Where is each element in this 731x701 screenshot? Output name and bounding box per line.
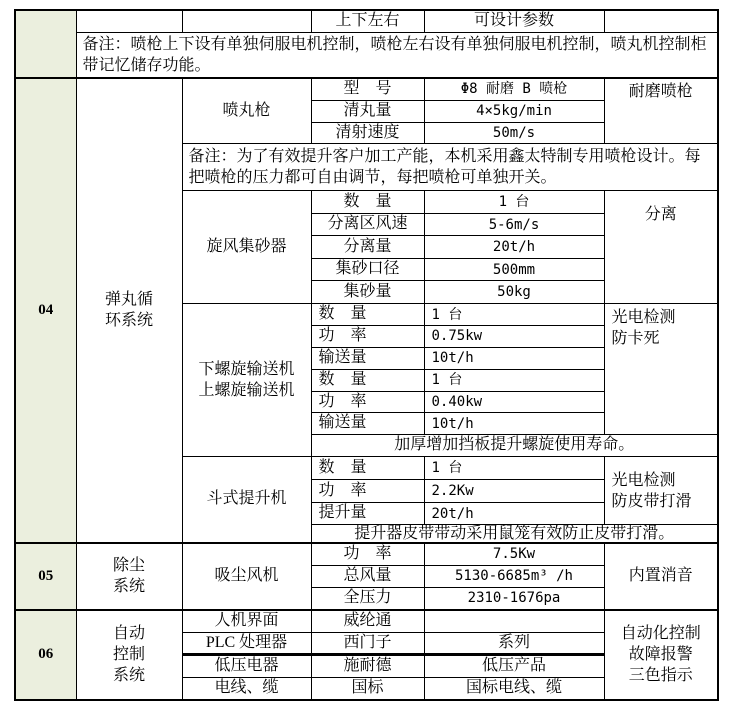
control-spec: 低压产品 [424,655,604,678]
param-label: 输送量 [311,413,424,435]
note-line: 光电检测 [611,471,676,489]
control-item: PLC 处理器 [182,632,311,655]
section-number: 04 [15,78,76,543]
param-value: 7.5Kw [424,543,604,565]
section-number: 06 [15,610,76,700]
param-value: 4×5kg/min [424,100,604,122]
control-brand: 施耐德 [311,655,424,678]
spec-table [14,9,719,701]
control-spec: 系列 [424,632,604,655]
param-value: Φ8 耐磨 B 喷枪 [424,78,604,100]
empty-cell [76,10,182,32]
system-name-line: 弹丸循 [104,291,153,309]
component-name-line: 下螺旋输送机 [198,361,295,379]
param-value: 1 台 [424,304,604,326]
param-label: 集砂量 [311,281,424,304]
note-line: 三色指示 [628,667,693,685]
control-item: 低压电器 [182,655,311,678]
screw-remark: 加厚增加挡板提升螺旋使用寿命。 [311,435,718,457]
param-value: 1 台 [424,191,604,214]
corner-cell [15,10,76,78]
param-value: 50kg [424,281,604,304]
system-name-line: 系统 [112,667,145,685]
param-label: 数 量 [311,457,424,480]
control-item: 电线、缆 [182,678,311,700]
param-label: 输送量 [311,347,424,369]
param-value: 可设计参数 [424,10,604,32]
param-value: 20t/h [424,503,604,525]
param-label: 提升量 [311,503,424,525]
param-value: 500mm [424,259,604,281]
param-label: 数 量 [311,191,424,214]
system-name-line: 系统 [112,578,145,596]
system-name [76,78,182,543]
param-value: 1 台 [424,369,604,391]
note-line: 防卡死 [611,330,660,348]
system-name [76,610,182,700]
system-name-line: 环系统 [104,312,153,330]
param-label: 数 量 [311,369,424,391]
param-label: 集砂口径 [311,259,424,281]
param-value: 50m/s [424,122,604,144]
param-value: 0.75kw [424,326,604,348]
param-value: 10t/h [424,413,604,435]
elevator-remark: 提升器皮带带动采用鼠笼有效防止皮带打滑。 [311,525,718,544]
param-value: 5-6m/s [424,214,604,236]
system-name-line: 除尘 [112,557,145,575]
param-label: 清射速度 [311,122,424,144]
empty-cell [604,10,718,32]
param-value: 0.40kw [424,391,604,413]
param-label: 总风量 [311,565,424,587]
section-number: 05 [15,543,76,610]
param-label: 功 率 [311,480,424,503]
param-label: 功 率 [311,391,424,413]
param-label: 分离区风速 [311,214,424,236]
note-line: 故障报警 [628,646,693,664]
param-value: 20t/h [424,236,604,259]
control-brand: 威纶通 [311,610,424,632]
component-name [182,304,311,457]
param-value: 1 台 [424,457,604,480]
param-label: 功 率 [311,543,424,565]
note: 内置消音 [604,543,718,610]
control-item: 人机界面 [182,610,311,632]
note-line: 光电检测 [611,309,676,327]
component-name: 斗式提升机 [182,457,311,544]
system-name [76,543,182,610]
param-label: 数 量 [311,304,424,326]
param-value: 5130-6685m³ /h [424,565,604,587]
control-brand: 西门子 [311,632,424,655]
component-name: 吸尘风机 [182,543,311,610]
note: 分离 [604,191,718,304]
control-spec [424,610,604,632]
param-value: 10t/h [424,347,604,369]
note-line: 自动化控制 [620,625,701,643]
control-spec: 国标电线、缆 [424,678,604,700]
component-name: 旋风集砂器 [182,191,311,304]
param-label: 上下左右 [311,10,424,32]
param-label: 清丸量 [311,100,424,122]
gun-design-remark: 备注：为了有效提升客户加工产能，本机采用鑫太特制专用喷枪设计。每把喷枪的压力都可自由调节，每把喷枪可单独开关。 [182,144,718,191]
component-name: 喷丸枪 [182,78,311,144]
note [604,304,718,435]
param-value: 2310-1676pa [424,587,604,609]
component-name-line: 上螺旋输送机 [198,382,295,400]
empty-cell [182,10,311,32]
note: 耐磨喷枪 [604,78,718,144]
param-label: 功 率 [311,326,424,348]
note [604,457,718,525]
system-name-line: 控制 [112,646,145,664]
note-line: 防皮带打滑 [611,492,692,510]
system-name-line: 自动 [112,625,145,643]
param-label: 型 号 [311,78,424,100]
gun-servo-remark: 备注：喷枪上下设有单独伺服电机控制，喷枪左右设有单独伺服电机控制，喷丸机控制柜带记忆储存功能。 [76,32,718,78]
control-brand: 国标 [311,678,424,700]
note [604,610,718,700]
param-value: 2.2Kw [424,480,604,503]
param-label: 分离量 [311,236,424,259]
param-label: 全压力 [311,587,424,609]
